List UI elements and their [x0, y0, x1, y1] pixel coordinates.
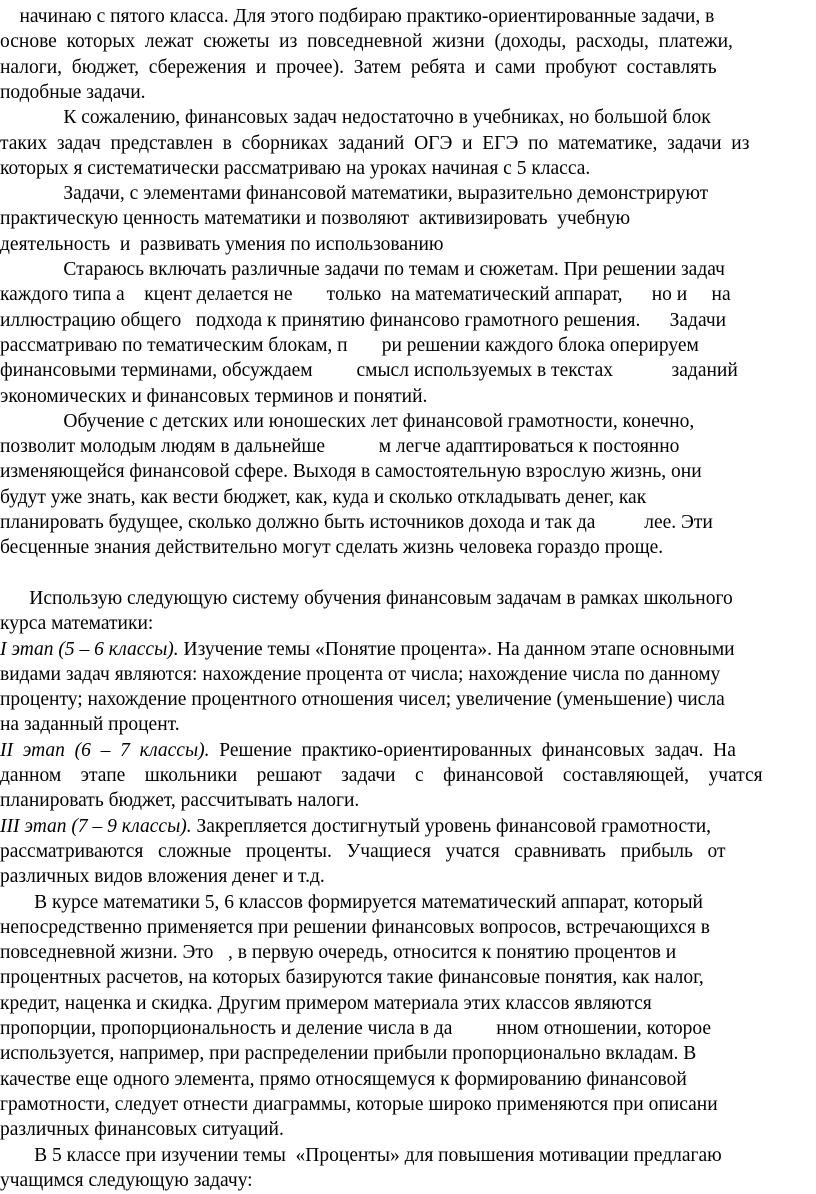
text-line: [0, 80, 816, 106]
line-text: В 5 классе при изучении темы «Проценты» для повышения мотивации предлагаю: [0, 1144, 722, 1166]
text-line: [0, 156, 816, 182]
stage-label: I этап (5 – 6 классы).: [0, 638, 179, 660]
line-text: В курсе математики 5, 6 классов формируется математический аппарат, который: [0, 891, 703, 913]
line-text: иллюстрацию общего подхода к принятию финансово грамотного решения. Задачи: [0, 309, 727, 331]
text-line: [0, 105, 816, 131]
text-line: [0, 1168, 816, 1194]
line-text: качестве еще одного элемента, прямо относящемуся к формированию финансовой: [0, 1068, 687, 1090]
text-line: [0, 662, 816, 688]
line-text: начинаю с пятого класса. Для этого подбираю практико-ориентированные задачи, в: [0, 6, 715, 27]
line-text: деятельность и развивать умения по использованию: [0, 233, 444, 255]
line-text: таких задач представлен в сборниках заданий ОГЭ и ЕГЭ по математике, задачи из: [0, 132, 750, 154]
text-line: [0, 232, 816, 258]
line-text: Задачи, с элементами финансовой математики, выразительно демонстрируют: [0, 183, 709, 205]
line-text: различных видов вложения денег и т.д.: [0, 866, 325, 888]
text-line: [0, 940, 816, 966]
line-text: Обучение с детских или юношеских лет финансовой грамотности, конечно,: [0, 410, 695, 432]
line-text: подобные задачи.: [0, 81, 146, 103]
line-text: финансовыми терминами, обсуждаем смысл используемых в текстах заданий: [0, 360, 738, 382]
text-line: [0, 510, 816, 536]
line-text: практическую ценность математики и позволяют активизировать учебную: [0, 208, 631, 230]
text-line: [0, 712, 816, 738]
text-line: [0, 965, 816, 991]
line-text: пропорции, пропорциональность и деление числа в да нном отношении, которое: [0, 1018, 712, 1039]
line-text: каждого типа а кцент делается не только на математический аппарат, но и на: [0, 284, 731, 306]
text-line: [0, 687, 816, 713]
line-text: учащимся следующую задачу:: [0, 1169, 253, 1191]
line-text: Закрепляется достигнутый уровень финансовой грамотности,: [191, 815, 712, 837]
text-line: [0, 890, 816, 916]
line-text: Изучение темы «Понятие процента». На данном этапе основными: [178, 638, 735, 660]
line-text: Решение практико-ориентированных финансовых задач. На: [209, 739, 736, 761]
text-line: [0, 257, 816, 283]
line-text: планировать будущее, сколько должно быть источников дохода и так да лее. Эти: [0, 512, 713, 533]
line-text: основе которых лежат сюжеты из повседневной жизни (доходы, расходы, платежи,: [0, 31, 733, 53]
stage-label: II этап (6 – 7 классы).: [0, 739, 210, 761]
line-text: данном этапе школьники решают задачи с финансовой составляющей, учатся: [0, 765, 763, 786]
text-line: [0, 282, 816, 308]
text-line: [0, 358, 816, 384]
line-text: позволит молодым людям в дальнейше м легче адаптироваться к постоянно: [0, 436, 680, 458]
line-text: проценту; нахождение процентного отношения чисел; увеличение (уменьшение) числа: [0, 689, 725, 711]
text-line: [0, 206, 816, 232]
line-text: которых я систематически рассматриваю на уроках начиная с 5 класса.: [0, 157, 591, 179]
text-line: [0, 131, 816, 157]
text-line: [0, 308, 816, 334]
text-line: [0, 991, 816, 1017]
line-text: на заданный процент.: [0, 714, 180, 736]
text-line: [0, 814, 816, 840]
line-text: планировать бюджет, рассчитывать налоги.: [0, 790, 360, 812]
text-line: [0, 839, 816, 865]
line-text: используется, например, при распределении прибыли пропорционально вкладам. В: [0, 1043, 697, 1065]
text-line: [0, 611, 816, 637]
text-line: [0, 637, 816, 663]
line-text: повседневной жизни. Это , в первую очередь, относится к понятию процентов и: [0, 942, 677, 964]
line-text: экономических и финансовых терминов и понятий.: [0, 385, 428, 407]
text-line: [0, 434, 816, 460]
line-text: процентных расчетов, на которых базируются такие финансовые понятия, как налог,: [0, 967, 704, 989]
text-line: [0, 788, 816, 814]
line-text: различных финансовых ситуаций.: [0, 1119, 284, 1141]
line-text: изменяющейся финансовой сфере. Выходя в самостоятельную взрослую жизнь, они: [0, 461, 702, 483]
line-text: налоги, бюджет, сбережения и прочее). Затем ребята и сами пробуют составлять: [0, 56, 717, 78]
line-text: Использую следующую систему обучения финансовым задачам в рамках школьного: [0, 587, 733, 609]
line-text: кредит, наценка и скидка. Другим примером материала этих классов являются: [0, 992, 652, 1014]
line-text: видами задач являются: нахождение процента от числа; нахождение числа по данному: [0, 663, 721, 685]
text-line: [0, 1092, 816, 1118]
text-line: [0, 1143, 816, 1169]
line-text: курса математики:: [0, 613, 154, 635]
line-text: бесценные знания действительно могут сделать жизнь человека гораздо проще.: [0, 537, 664, 559]
text-line: [0, 535, 816, 561]
stage-label: III этап (7 – 9 классы).: [0, 815, 192, 837]
text-line: [0, 459, 816, 485]
text-line: [0, 333, 816, 359]
line-text: К сожалению, финансовых задач недостаточно в учебниках, но большой блок: [0, 107, 711, 129]
text-line: [0, 4, 816, 30]
text-line: [0, 864, 816, 890]
text-line: [0, 55, 816, 81]
line-text: грамотности, следует отнести диаграммы, которые широко применяются при описани: [0, 1093, 718, 1115]
text-line: [0, 181, 816, 207]
line-text: непосредственно применяется при решении финансовых вопросов, встречающихся в: [0, 916, 710, 938]
line-text: Стараюсь включать различные задачи по темам и сюжетам. При решении задач: [0, 259, 725, 280]
text-line: [0, 738, 816, 764]
line-text: рассматриваю по тематическим блокам, п ри решении каждого блока оперируем: [0, 334, 699, 356]
text-line: [0, 915, 816, 941]
text-line: [0, 1041, 816, 1067]
text-line: [0, 1067, 816, 1093]
text-line: [0, 1016, 816, 1042]
line-text: рассматриваются сложные проценты. Учащиеся учатся сравнивать прибыль от: [0, 840, 726, 862]
text-line: [0, 409, 816, 435]
text-line: [0, 1117, 816, 1143]
line-text: будут уже знать, как вести бюджет, как, куда и сколько откладывать денег, как: [0, 486, 647, 508]
text-line: [0, 586, 816, 612]
text-line: [0, 763, 816, 789]
text-line: [0, 384, 816, 410]
text-line: [0, 29, 816, 55]
text-line: [0, 485, 816, 511]
